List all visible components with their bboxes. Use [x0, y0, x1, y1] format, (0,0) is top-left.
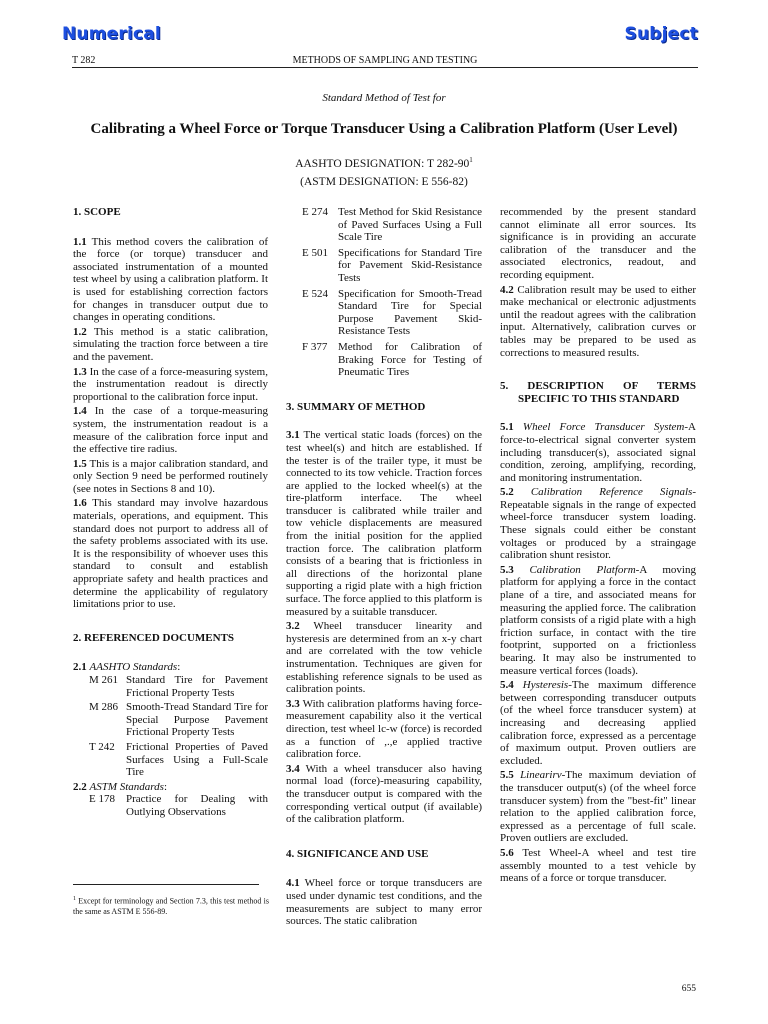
- column-3: [500, 206, 696, 885]
- page-number: 655: [681, 984, 696, 994]
- paragraph: 5.6 Test Wheel-A wheel and test tire assembly mounted to a test vehicle by means of a force or torque transducer.: [500, 846, 696, 885]
- paragraph: 1.4 In the case of a torque-measuring system, the instrumentation readout is a measure of the calibration force input and the effective tire radius.: [73, 405, 268, 456]
- standard-code: T 282: [72, 55, 96, 66]
- reference-item: E 524 Specification for Smooth-Tread Standard Tire for Special Purpose Pavement Skid-Resistance Tests: [302, 287, 482, 338]
- astm-reference-list: [286, 206, 482, 379]
- aashto-designation: AASHTO DESIGNATION: T $282-90^1$: [295, 156, 473, 170]
- paragraph: 5.3 Calibration Platform-A moving platform for applying a force in the contact plane of a tire, and associated means for measuring the applied force. The calibration platform consists of a rigid plate with a high friction surface, in contact with the tire footprint, supported on a frictionless bearing. It may also be instrumented to measure vertical forces (loads).: [500, 563, 696, 677]
- reference-item: F 377 Method for Calibration of Braking Force for Testing of Pneumatic Tires: [302, 340, 482, 379]
- paragraph: recommended by the present standard cannot eliminate all error sources. Its significance is in providing an accurate calibration of the transducer and the associated electronics, readout, and recording equipment.: [500, 206, 696, 281]
- paragraph: 3.4 With a wheel transducer also having normal load (force)-measuring capability, the transducer output is compared with the corresponding vertical output (if available) of the calibration platform.: [286, 762, 482, 826]
- footnote-ref: 1: [469, 156, 473, 164]
- paragraph: 3.1 The vertical static loads (forces) on the test wheel(s) and hitch are established. If the tester is of the trailer type, it must be connected to its tow vehicle. Traction forces are applied to the locked wheel(s) at the tire-platform interface. The wheel transducer is calibrated while trailer and tow vehicle displacements are measured from the initial position for the applied traction force. The calibration platform consists of a bearing that is frictionless in all directions of the horizontal plane supporting a rigid plate with a high friction surface. The force applied to this platform is measured by a suitable transducer.: [286, 429, 482, 618]
- subject-tag: Subject: [624, 24, 698, 44]
- column-2: [286, 206, 482, 928]
- footnote: $^1$ Except for terminology and Section 7.3, this test method is the same as ASTM E 556-89.: [73, 896, 269, 916]
- paragraph: 3.3 With calibration platforms having force-measurement capability also it the vertical direction, test wheel lc-w (force) is recorded as a function of ,.,e applied tractive calibration force.: [286, 697, 482, 761]
- footnote-rule: [73, 884, 259, 885]
- section-heading: 3. SUMMARY OF METHOD: [286, 400, 426, 413]
- paragraph: 1.1 This method covers the calibration of the force (or torque) transducer and associated instrumentation of a mounted test wheel by using a calibration platform. It is used for establishing correction factors for changes in transducer output due to changes in operating conditions.: [73, 235, 268, 324]
- subsection: 2.1 AASHTO Standards:: [73, 661, 181, 674]
- numerical-tag: Numerical: [62, 24, 161, 44]
- reference-item: M 286 Smooth-Tread Standard Tire for Special Purpose Pavement Frictional Property Tests: [89, 701, 268, 739]
- paragraph: 5.5 Linearirv-The maximum deviation of the transducer output(s) (of the wheel force transducer system) from the "best-fit" linear relation to the applied calibration force, expressed as a percentage of full scale. Proven outliers are excluded.: [500, 769, 697, 845]
- paragraph: 1.2 This method is a static calibration, simulating the traction force between a tire and the pavement.: [73, 325, 268, 363]
- running-title: METHODS OF SAMPLING AND TESTING: [292, 55, 478, 66]
- paragraph: 5.2 Calibration Reference Signals-Repeatable signals in the range of expected wheel-force transducer system loading. These signals could either be constant voltages or produced by a straingage calibration shunt resistor.: [500, 486, 696, 562]
- paragraph: 4.2 Calibration result may be used to either make mechanical or electronic adjustments until the readout agrees with the calibration input. Alternatively, calibration curves or tables may be prepared to be used as corrections to measured results.: [500, 283, 696, 359]
- reference-item: E 178 Practice for Dealing with Outlying Observations: [89, 793, 268, 818]
- header-rule: [72, 67, 698, 68]
- reference-item: T 242 Frictional Properties of Paved Surfaces Using a Full-Scale Tire: [89, 740, 268, 779]
- paragraph: 4.1 Wheel force or torque transducers are used under dynamic test conditions, and the measurements are subject to many error sources. The static calibration: [286, 877, 482, 928]
- section-heading: 2. REFERENCED DOCUMENTS: [73, 631, 235, 644]
- paragraph: 5.1 Wheel Force Transducer System-A force-to-electrical signal converter system including transducer(s), associated signal condition, zeroing, amplifying, recording, and monitoring instrumentation.: [500, 421, 696, 484]
- reference-item: E 501 Specifications for Standard Tire for Pavement Skid-Resistance Tests: [302, 246, 482, 284]
- paragraph: 1.5 This is a major calibration standard, and only Section 9 need be performed routinely (see notes in Sections 8 and 10).: [73, 457, 268, 495]
- reference-item: E 274 Test Method for Skid Resistance of Paved Surfaces Using a Full Scale Tire: [302, 206, 482, 244]
- section-heading: 5. DESCRIPTION OF TERMS: [500, 380, 696, 393]
- page-title: Calibrating a Wheel Force or Torque Transducer Using a Calibration Platform (User Level): [90, 121, 678, 137]
- section-heading: 1. SCOPE: [73, 206, 121, 218]
- paragraph: 5.4 Hysteresis-The maximum difference between corresponding transducer outputs (of the wheel force transducer system) at increasing and decreasing applied calibration force, expressed as a percentage of maximum output. Proven outliers are excluded.: [500, 679, 697, 767]
- standard-line: Standard Method of Test for: [322, 92, 446, 104]
- subsection: 2.2 ASTM Standards:: [73, 780, 168, 793]
- section-heading: 4. SIGNIFICANCE AND USE: [286, 847, 429, 860]
- paragraph: 3.2 Wheel transducer linearity and hysteresis are determined from an x-y chart and are correlated with the tow vehicle instrumentation. Techniques are given for establishing reference signals to be used as calibration points.: [286, 620, 482, 696]
- reference-item: M 261 Standard Tire for Pavement Frictional Property Tests: [89, 674, 268, 699]
- astm-designation: (ASTM DESIGNATION: E 556-82): [300, 176, 468, 188]
- paragraph: 1.6 This standard may involve hazardous materials, operations, and equipment. This standard does not purport to address all of the safety problems associated with its use. It is the responsibility of whoever uses this standard to consult and establish appropriate safety and health practices and determine the applicability of regulatory limitations prior to use.: [73, 497, 268, 611]
- aashto-reference-list: [73, 674, 268, 779]
- paragraph: 1.3 In the case of a force-measuring system, the instrumentation readout is directly proportional to the calibration force input.: [73, 365, 268, 403]
- column-1: [73, 206, 268, 821]
- section-heading-continued: SPECIFIC TO THIS STANDARD: [518, 392, 680, 405]
